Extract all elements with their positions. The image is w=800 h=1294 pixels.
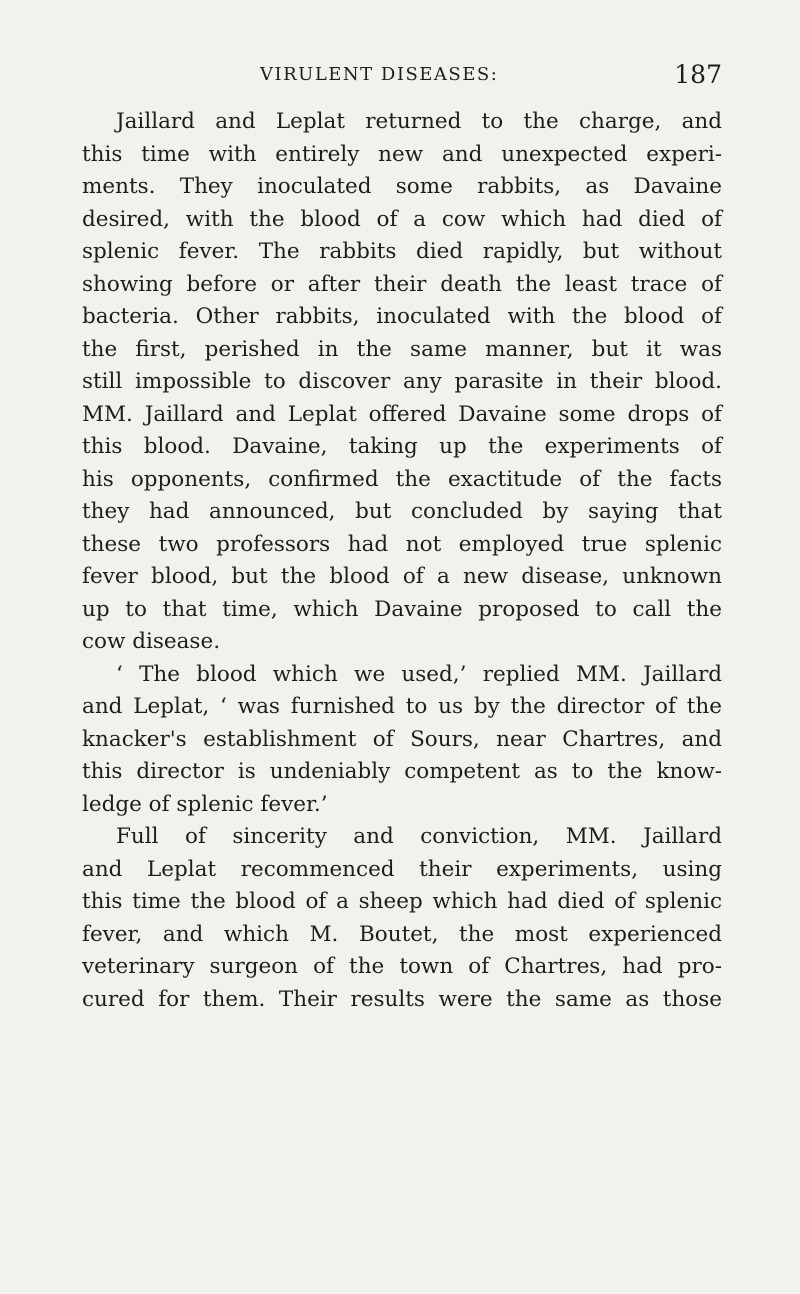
text-line: this time the blood of a sheep which had died of splenic xyxy=(82,889,722,914)
text-line: and Leplat, ‘ was furnished to us by the director of the xyxy=(82,694,722,719)
text-line: they had announced, but concluded by saying that xyxy=(82,499,722,524)
text-line: and Leplat recommenced their experiments, using xyxy=(82,856,722,882)
text-line: veterinary surgeon of the town of Chartres, had pro- xyxy=(82,954,722,979)
text-line: these two professors had not employed true splenic xyxy=(82,531,722,557)
text-line: Jaillard and Leplat returned to the charge, and xyxy=(116,109,722,134)
text-line: ments. They inoculated some rabbits, as Davaine xyxy=(82,174,722,199)
body-text xyxy=(82,106,722,1016)
text-line: still impossible to discover any parasite in their blood. xyxy=(82,369,722,394)
text-line: this director is undeniably competent as to the know- xyxy=(82,759,722,784)
text-line: bacteria. Other rabbits, inoculated with the blood of xyxy=(82,304,722,329)
text-line: Full of sincerity and conviction, MM. Jaillard xyxy=(116,824,722,849)
text-line: his opponents, confirmed the exactitude of the facts xyxy=(82,466,722,492)
text-line: MM. Jaillard and Leplat offered Davaine some drops of xyxy=(82,401,722,427)
running-head xyxy=(82,60,722,94)
running-title: VIRULENT DISEASES: xyxy=(260,64,499,85)
text-line: showing before or after their death the least trace of xyxy=(82,271,722,297)
text-line: cured for them. Their results were the same as those xyxy=(82,986,722,1012)
page-number: 187 xyxy=(674,60,722,89)
text-line: the first, perished in the same manner, but it was xyxy=(82,336,722,362)
text-line: knacker's establishment of Sours, near Chartres, and xyxy=(82,726,722,752)
text-line: desired, with the blood of a cow which had died of xyxy=(82,206,722,232)
text-line: fever, and which M. Boutet, the most experienced xyxy=(82,921,722,947)
text-line: this time with entirely new and unexpected experi- xyxy=(82,141,722,167)
text-line: this blood. Davaine, taking up the experiments of xyxy=(82,434,722,459)
text-line: up to that time, which Davaine proposed to call the xyxy=(82,596,722,622)
text-line: ledge of splenic fever.’ xyxy=(82,791,328,817)
text-line: splenic fever. The rabbits died rapidly, but without xyxy=(82,239,722,264)
text-line: cow disease. xyxy=(82,629,221,654)
text-line: ‘ The blood which we used,’ replied MM. Jaillard xyxy=(116,661,722,687)
text-line: fever blood, but the blood of a new disease, unknown xyxy=(82,564,722,589)
